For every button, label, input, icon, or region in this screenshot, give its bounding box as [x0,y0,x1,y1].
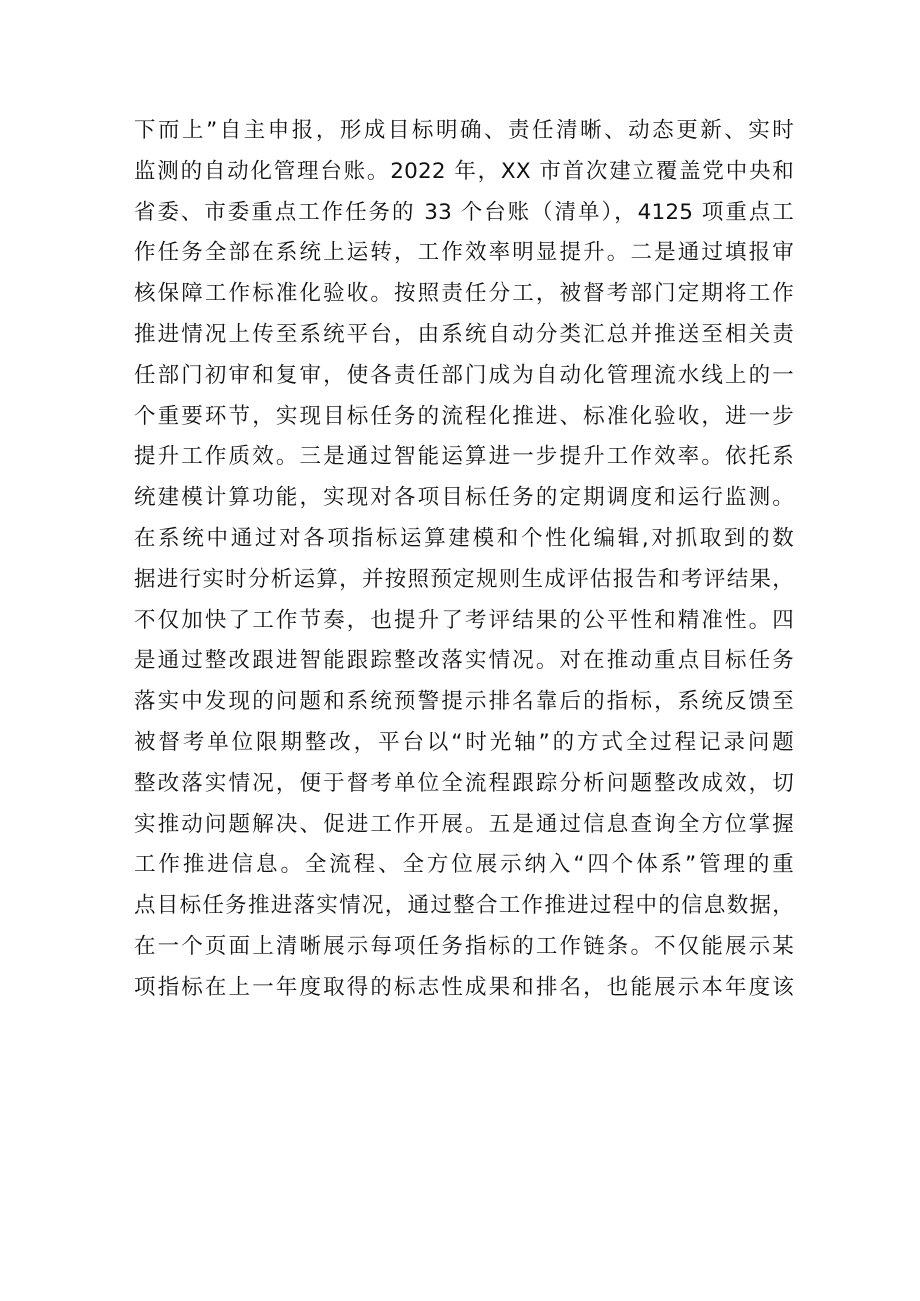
text-line: 推进情况上传至系统平台，由系统自动分类汇总并推送至相关责 [134,321,794,347]
text-line: 作任务全部在系统上运转，工作效率明显提升。二是通过填报审 [134,240,794,266]
text-line: 据进行实时分析运算，并按照预定规则生成评估报告和考评结果， [134,566,794,592]
text-line: 项指标在上一年度取得的标志性成果和排名，也能展示本年度该 [134,974,794,1000]
text-line: 整改落实情况，便于督考单位全流程跟踪分析问题整改成效，切 [134,770,794,796]
text-line: 统建模计算功能，实现对各项目标任务的定期调度和运行监测。 [134,485,794,511]
text-line: 下而上”自主申报，形成目标明确、责任清晰、动态更新、实时 [134,118,794,143]
body-paragraph [134,111,794,1009]
text-line: 监测的自动化管理台账。2022 年，XX 市首次建立覆盖党中央和 [134,158,794,184]
text-line: 个重要环节，实现目标任务的流程化推进、标准化验收，进一步 [134,403,794,429]
text-line: 省委、市委重点工作任务的 33 个台账（清单），4125 项重点工 [134,199,794,225]
text-line: 在一个页面上清晰展示每项任务指标的工作链条。不仅能展示某 [134,933,794,959]
text-line: 任部门初审和复审，使各责任部门成为自动化管理流水线上的一 [134,362,794,388]
text-line: 工作推进信息。全流程、全方位展示纳入“四个体系”管理的重 [134,852,794,878]
text-line: 在系统中通过对各项指标运算建模和个性化编辑,对抓取到的数 [134,525,794,551]
text-line: 不仅加快了工作节奏，也提升了考评结果的公平性和精准性。四 [134,607,794,633]
text-line: 被督考单位限期整改，平台以“时光轴”的方式全过程记录问题 [134,729,794,755]
text-line: 是通过整改跟进智能跟踪整改落实情况。对在推动重点目标任务 [134,648,794,674]
text-line: 点目标任务推进落实情况，通过整合工作推进过程中的信息数据， [134,893,794,919]
text-line: 实推动问题解决、促进工作开展。五是通过信息查询全方位掌握 [134,811,794,837]
text-line: 落实中发现的问题和系统预警提示排名靠后的指标，系统反馈至 [134,689,794,715]
text-line: 核保障工作标准化验收。按照责任分工，被督考部门定期将工作 [134,281,794,307]
text-line: 提升工作质效。三是通过智能运算进一步提升工作效率。依托系 [134,444,794,470]
